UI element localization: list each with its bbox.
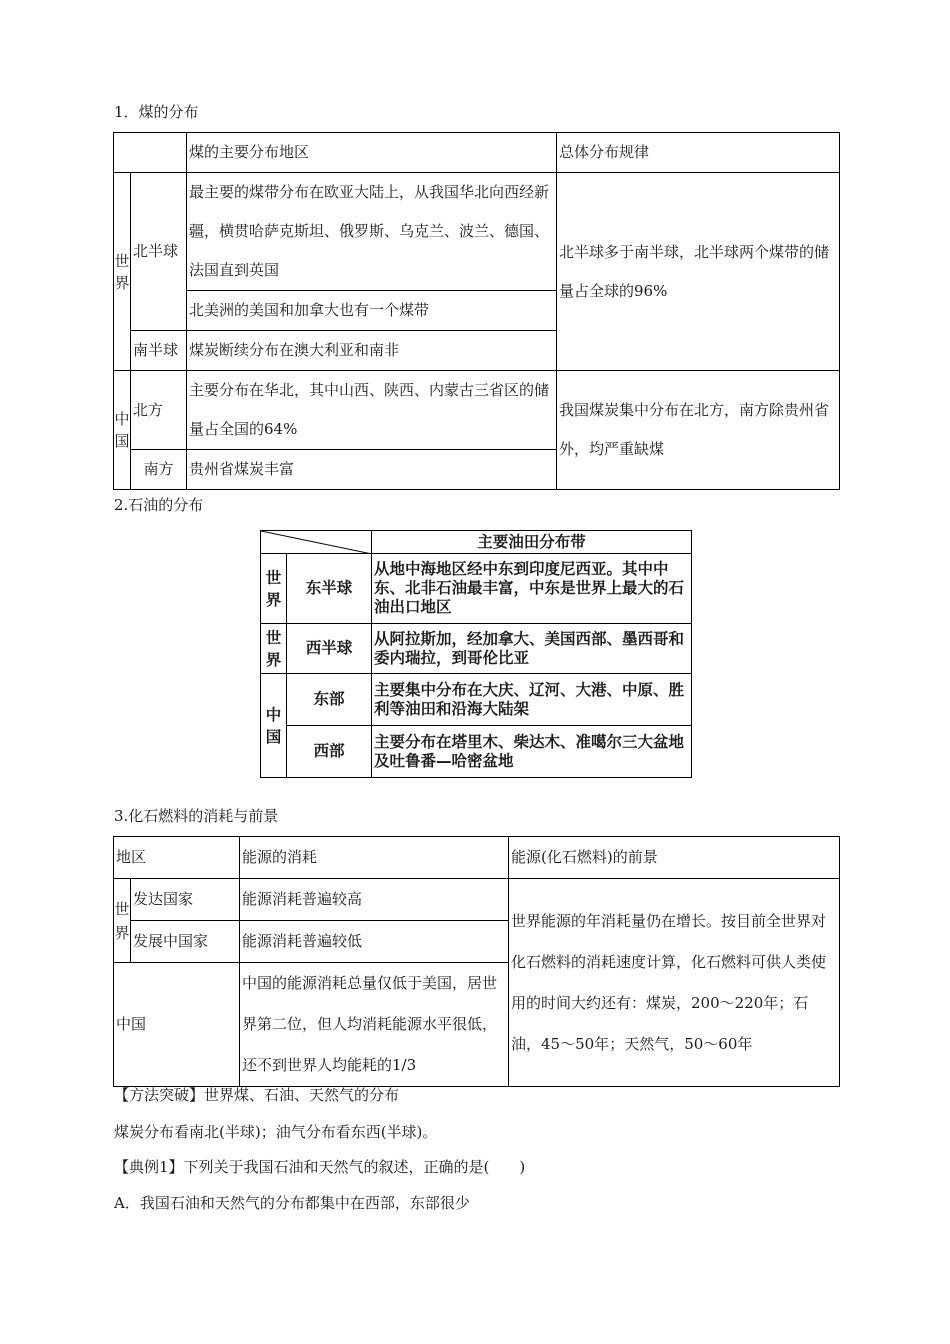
- east-label: 东部: [287, 674, 372, 726]
- east-text: 主要集中分布在大庆、辽河、大港、中原、胜利等油田和沿海大陆架: [372, 674, 692, 726]
- header-prospect: 能源(化石燃料)的前景: [509, 837, 840, 879]
- table-row: [114, 879, 840, 921]
- table-row: [261, 531, 692, 554]
- world-label: 世界: [261, 554, 287, 624]
- option-a: A．我国石油和天然气的分布都集中在西部，东部很少: [114, 1194, 470, 1212]
- developed-label: 发达国家: [131, 879, 240, 921]
- example-label: 【典例1】: [114, 1158, 184, 1176]
- china-text: 中国的能源消耗总量仅低于美国，居世界第二位，但人均消耗能源水平很低，还不到世界人均能耗的1/3: [240, 963, 509, 1087]
- east-hemisphere-text: 从地中海地区经中东到印度尼西亚。其中中东、北非石油最丰富，中东是世界上最大的石油出口地区: [372, 554, 692, 624]
- china-label: 中国: [261, 674, 287, 778]
- coal-distribution-table: [113, 132, 840, 490]
- oil-header: 主要油田分布带: [372, 531, 692, 554]
- china-label: 中国: [114, 371, 131, 490]
- header-region: 地区: [114, 837, 240, 879]
- west-label: 西部: [287, 726, 372, 778]
- world-label: 世界: [114, 879, 131, 963]
- table-row: [261, 624, 692, 674]
- empty-header-cell: [114, 133, 187, 173]
- west-text: 主要分布在塔里木、柴达木、准噶尔三大盆地及吐鲁番—哈密盆地: [372, 726, 692, 778]
- south-hemisphere-text: 煤炭断续分布在澳大利亚和南非: [187, 331, 557, 371]
- diagonal-header-cell: [261, 531, 372, 554]
- section1-heading: 1．煤的分布: [114, 103, 199, 121]
- developing-text: 能源消耗普遍较低: [240, 921, 509, 963]
- method-line: [114, 1085, 399, 1105]
- china-label: 中国: [114, 963, 240, 1087]
- world-label: 世界: [261, 624, 287, 674]
- table-row: [261, 554, 692, 624]
- method-title: 世界煤、石油、天然气的分布: [204, 1086, 400, 1104]
- north-hemisphere-label: 北半球: [131, 173, 187, 331]
- china-rule: 我国煤炭集中分布在北方，南方除贵州省外，均严重缺煤: [557, 371, 840, 490]
- table-row: [114, 371, 840, 450]
- table-row: [114, 133, 840, 173]
- west-hemisphere-label: 西半球: [287, 624, 372, 674]
- developing-label: 发展中国家: [131, 921, 240, 963]
- fossil-fuel-table: [113, 836, 840, 1087]
- section2-heading: 2.石油的分布: [114, 496, 204, 514]
- developed-text: 能源消耗普遍较高: [240, 879, 509, 921]
- section3-heading: 3.化石燃料的消耗与前景: [114, 807, 279, 825]
- west-hemisphere-text: 从阿拉斯加，经加拿大、美国西部、墨西哥和委内瑞拉，到哥伦比亚: [372, 624, 692, 674]
- east-hemisphere-label: 东半球: [287, 554, 372, 624]
- prospect-text: 世界能源的年消耗量仍在增长。按目前全世界对化石燃料的消耗速度计算，化石燃料可供人类使用的时间大约还有：煤炭，200～220年；石油，45～50年；天然气，50～60年: [509, 879, 840, 1087]
- south-label: 南方: [131, 450, 187, 490]
- world-label: 世界: [114, 173, 131, 371]
- south-hemisphere-label: 南半球: [131, 331, 187, 371]
- header-consumption: 能源的消耗: [240, 837, 509, 879]
- north-text: 主要分布在华北，其中山西、陕西、内蒙古三省区的储量占全国的64%: [187, 371, 557, 450]
- north-america-text: 北美洲的美国和加拿大也有一个煤带: [187, 291, 557, 331]
- table-row: [114, 173, 840, 291]
- north-hemisphere-text: 最主要的煤带分布在欧亚大陆上，从我国华北向西经新疆，横贯哈萨克斯坦、俄罗斯、乌克兰、波兰、德国、法国直到英国: [187, 173, 557, 291]
- north-label: 北方: [131, 371, 187, 450]
- diagonal-line: [261, 531, 372, 554]
- table-row: [261, 674, 692, 726]
- example-question: 下列关于我国石油和天然气的叙述，正确的是( ): [183, 1158, 526, 1176]
- header-rule: 总体分布规律: [557, 133, 840, 173]
- method-text: 煤炭分布看南北(半球)；油气分布看东西(半球)。: [114, 1123, 438, 1141]
- header-region: 煤的主要分布地区: [187, 133, 557, 173]
- world-rule: 北半球多于南半球，北半球两个煤带的储量占全球的96%: [557, 173, 840, 371]
- oil-distribution-table: [260, 530, 692, 778]
- south-text: 贵州省煤炭丰富: [187, 450, 557, 490]
- method-label: 【方法突破】: [114, 1086, 205, 1104]
- example-line: [114, 1157, 525, 1177]
- table-row: [261, 726, 692, 778]
- table-row: [114, 837, 840, 879]
